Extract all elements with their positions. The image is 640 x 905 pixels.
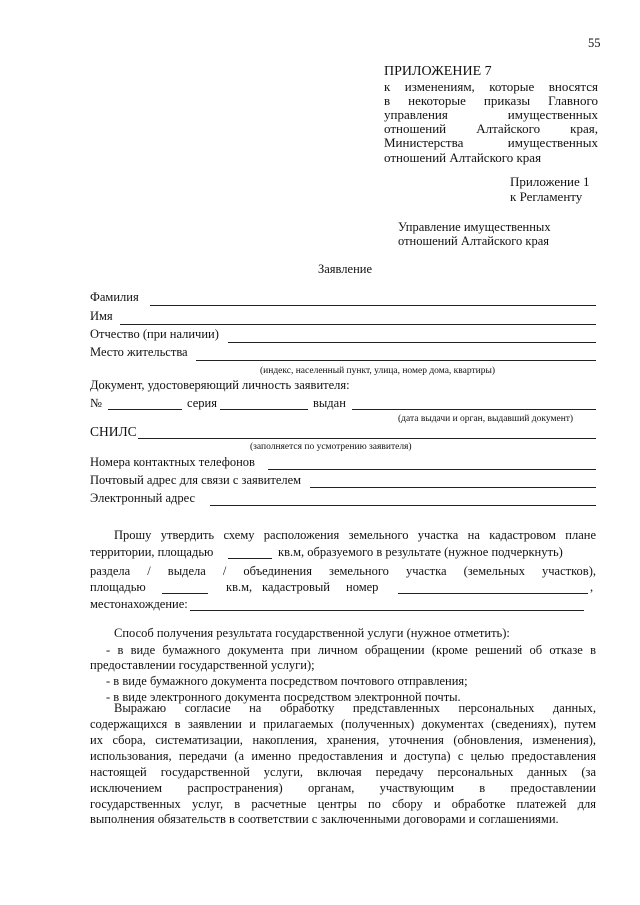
name-field[interactable] [120, 324, 596, 325]
delivery-option-3[interactable]: - в виде электронного документа посредством электронной почты. [106, 690, 461, 704]
request-line-4-a: площадью [90, 580, 146, 594]
phones-label: Номера контактных телефонов [90, 455, 255, 469]
consent-line: выполнения обязательств в соответствии с заключенными договорами и соглашениями. [90, 812, 559, 826]
request-line-4-c: кадастровый [262, 580, 330, 594]
consent-line: настоящей государственной услуги, включая передачу персональных данных (за [90, 765, 596, 779]
appendix-7-line: управления имущественных [384, 107, 598, 122]
snils-label: СНИЛС [90, 424, 137, 439]
request-line-4-b: кв.м, [226, 580, 253, 594]
residence-field[interactable] [196, 360, 596, 361]
document-issued-hint: (дата выдачи и орган, выдавший документ) [398, 414, 574, 424]
area-field-2[interactable] [162, 593, 208, 594]
location-field[interactable] [190, 610, 584, 611]
postal-field[interactable] [310, 487, 596, 488]
patronymic-field[interactable] [228, 342, 596, 343]
consent-line: использования, передачи (а именно предоставления и доступа) с целью предоставления [90, 749, 596, 763]
request-line-1: Прошу утвердить схему расположения земельного участка на кадастровом плане [114, 528, 596, 542]
addressee-line: Управление имущественных [398, 220, 551, 234]
name-label: Имя [90, 309, 113, 323]
request-line-4-end: , [590, 580, 594, 594]
email-field[interactable] [210, 505, 596, 506]
appendix-7-line: отношений Алтайского края, [384, 121, 598, 136]
consent-line: исключением распространения) органам, участвующим в предоставлении [90, 781, 596, 795]
residence-hint: (индекс, населенный пункт, улица, номер дома, квартиры) [260, 366, 496, 376]
appendix-1-subtitle: к Регламенту [510, 189, 583, 204]
consent-line: государственных услуг, в расчетные центры по сбору и обработке платежей для [90, 797, 596, 811]
document-label: Документ, удостоверяющий личность заявителя: [90, 378, 350, 392]
delivery-heading: Способ получения результата государственной услуги (нужное отметить): [114, 626, 510, 640]
email-label: Электронный адрес [90, 491, 196, 505]
appendix-7-title: ПРИЛОЖЕНИЕ 7 [384, 64, 492, 79]
postal-label: Почтовый адрес для связи с заявителем [90, 473, 302, 487]
residence-label: Место жительства [90, 345, 188, 359]
delivery-option-1-b: предоставлении государственной услуги); [90, 658, 315, 672]
document-series-label: серия [187, 396, 217, 410]
snils-field[interactable] [138, 438, 596, 439]
request-line-2-b: кв.м, образуемого в результате (нужное подчеркнуть) [278, 545, 563, 559]
addressee-line: отношений Алтайского края [398, 234, 550, 248]
snils-hint: (заполняется по усмотрению заявителя) [250, 442, 412, 452]
document-number-field[interactable] [108, 409, 182, 410]
delivery-option-2[interactable]: - в виде бумажного документа посредством почтового отправления; [106, 674, 468, 688]
delivery-option-1-a[interactable]: - в виде бумажного документа при личном обращении (кроме решений об отказе в [106, 643, 596, 657]
surname-label: Фамилия [90, 290, 139, 304]
consent-line: Выражаю согласие на обработку представленных персональных данных, [114, 701, 596, 715]
appendix-7-line: Министерства имущественных [384, 135, 598, 150]
request-line-2-a: территории, площадью [90, 545, 214, 559]
request-line-3: раздела / выдела / объединения земельного участка (земельных участков), [90, 564, 596, 578]
document-issued-field[interactable] [352, 409, 596, 410]
document-issued-label: выдан [313, 396, 346, 410]
form-title: Заявление [318, 262, 373, 276]
appendix-7-line: в некоторые приказы Главного [384, 93, 598, 108]
consent-line: их сбора, систематизации, накопления, хранения, уточнения (обновления, изменения), [90, 733, 596, 747]
document-number-label: № [90, 396, 102, 410]
document-series-field[interactable] [220, 409, 308, 410]
area-field-1[interactable] [228, 558, 272, 559]
consent-line: содержащихся в заявлении и прилагаемых (полученных) документах (сведениях), путем [90, 717, 596, 731]
appendix-1-title: Приложение 1 [510, 174, 590, 189]
surname-field[interactable] [150, 305, 596, 306]
phones-field[interactable] [268, 469, 596, 470]
request-line-4-d: номер [346, 580, 379, 594]
page-number: 55 [588, 36, 601, 50]
appendix-7-line: к изменениям, которые вносятся [384, 79, 598, 94]
patronymic-label: Отчество (при наличии) [90, 327, 219, 341]
appendix-7-line: отношений Алтайского края [384, 150, 542, 165]
cadastral-number-field[interactable] [398, 593, 588, 594]
request-line-5: местонахождение: [90, 597, 188, 611]
